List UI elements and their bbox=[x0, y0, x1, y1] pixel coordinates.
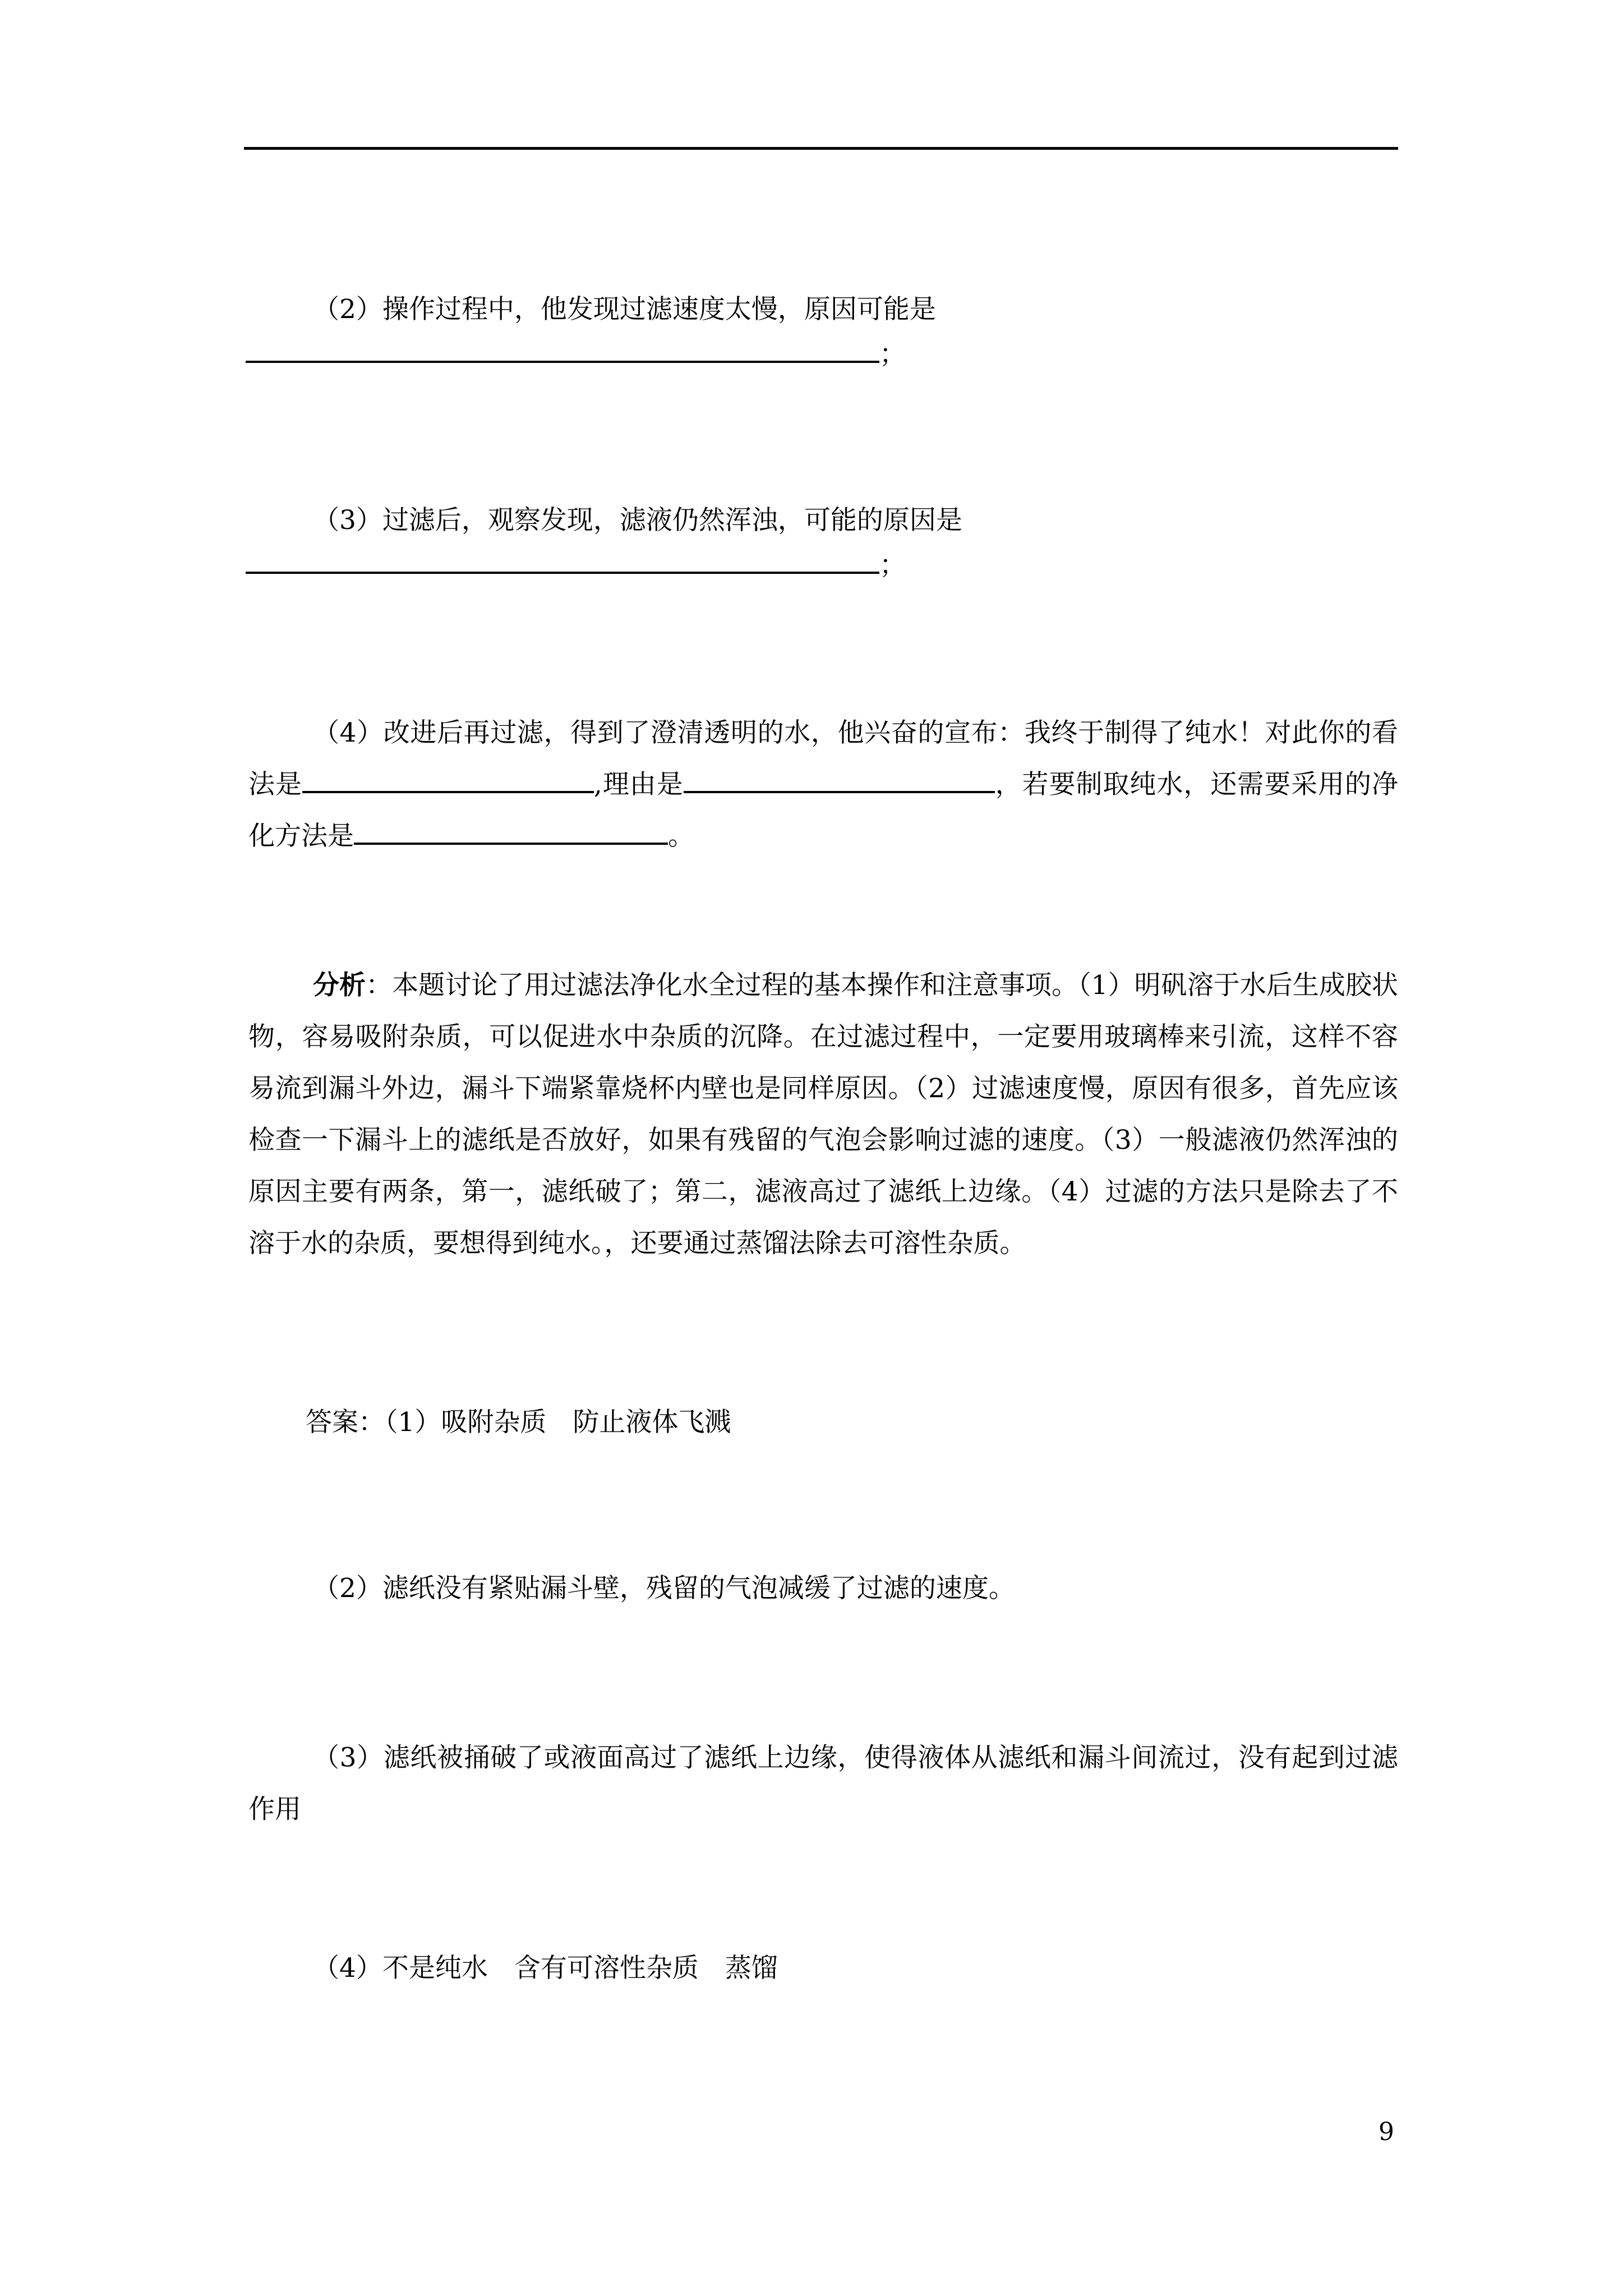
question-3-prompt: （3）过滤后，观察发现，滤液仍然浑浊，可能的原因是 bbox=[313, 505, 962, 536]
answer-blank-method[interactable] bbox=[354, 820, 668, 845]
answer-2: （2）滤纸没有紧贴漏斗壁，残留的气泡减缓了过滤的速度。 bbox=[313, 1573, 1015, 1604]
analysis-colon: ： bbox=[366, 970, 393, 1001]
page-number: 9 bbox=[1378, 2118, 1394, 2146]
question-2-answer-line bbox=[246, 338, 906, 371]
answer-blank[interactable] bbox=[246, 338, 879, 363]
question-3-end: ； bbox=[879, 550, 906, 581]
answer-1: 答案：（1）吸附杂质 防止液体飞溅 bbox=[306, 1407, 731, 1438]
answer-blank[interactable] bbox=[246, 549, 879, 574]
question-2-end: ； bbox=[879, 339, 906, 370]
analysis-text: 本题讨论了用过滤法净化水全过程的基本操作和注意事项。（1）明矾溶于水后生成胶状物，容易吸附杂质，可以促进水中杂质的沉降。在过滤过程中，一定要用玻璃棒来引流，这样不容易流到漏斗外边，漏斗下端紧靠烧杯内壁也是同样原因。（2）过滤速度慢，原因有很多，首先应该检查一下漏斗上的滤纸是否放好，如果有残留的气泡会影响过滤的速度。（3）一般滤液仍然浑浊的原因主要有两条，第一，滤纸破了；第二，滤液高过了滤纸上边缘。（4）过滤的方法只是除去了不溶于水的杂质，要想得到纯水。，还要通过蒸馏法除去可溶性杂质。 bbox=[248, 970, 1399, 1259]
question-2-prompt: （2）操作过程中，他发现过滤速度太慢，原因可能是 bbox=[313, 294, 936, 325]
question-4-part-2: ,理由是 bbox=[593, 769, 684, 800]
header-rule bbox=[244, 147, 1398, 150]
question-4 bbox=[248, 707, 1398, 862]
analysis-label: 分析 bbox=[313, 970, 366, 1001]
question-3-answer-line bbox=[246, 549, 906, 582]
analysis-paragraph bbox=[248, 960, 1398, 1269]
question-4-part-3: ，若要制取纯水，还需要采用的净化方法是 bbox=[248, 769, 1399, 852]
answer-3: （3）滤纸被捅破了或液面高过了滤纸上边缘，使得液体从滤纸和漏斗间流过，没有起到过滤作用 bbox=[248, 1742, 1398, 1825]
answer-4: （4）不是纯水 含有可溶性杂质 蒸馏 bbox=[313, 1953, 778, 1984]
question-4-part-4: 。 bbox=[668, 821, 694, 852]
answer-blank-reason[interactable] bbox=[684, 769, 995, 793]
question-4-part-1: （4）改进后再过滤，得到了澄清透明的水，他兴奋的宣布：我终于制得了纯水！对此你的看法是 bbox=[248, 717, 1398, 800]
answer-blank-opinion[interactable] bbox=[302, 769, 594, 793]
